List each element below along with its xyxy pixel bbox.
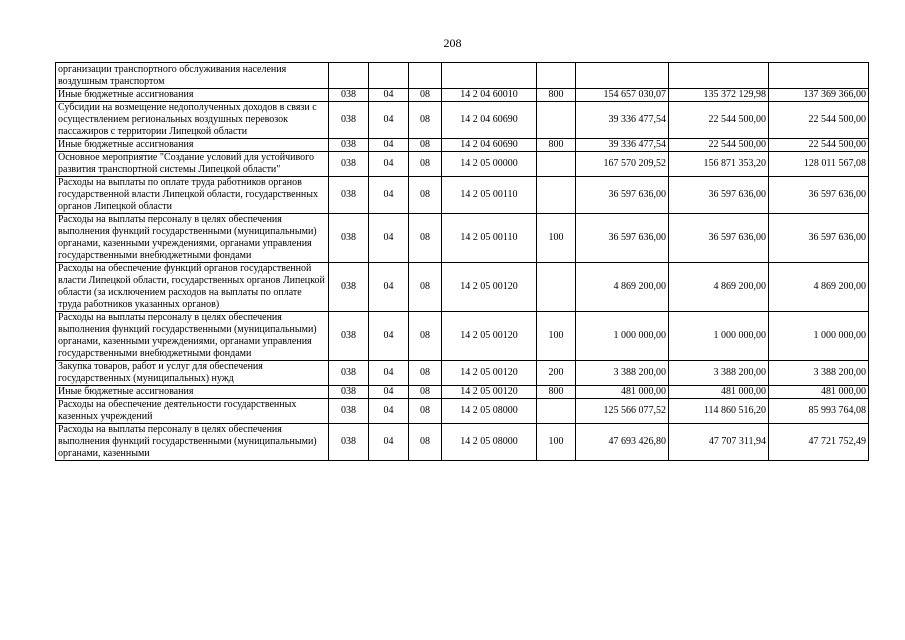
- name-cell: Иные бюджетные ассигнования: [56, 386, 329, 399]
- ministry-code-cell: 038: [329, 139, 369, 152]
- subsection-code-cell: 08: [409, 361, 442, 386]
- table-row: [56, 263, 869, 312]
- amount-year2-cell: 4 869 200,00: [669, 263, 769, 312]
- amount-year1-cell: 39 336 477,54: [576, 139, 669, 152]
- expense-type-cell: 200: [537, 361, 576, 386]
- subsection-code-cell: 08: [409, 424, 442, 461]
- expense-type-cell: 800: [537, 386, 576, 399]
- amount-year3-cell: [769, 63, 869, 89]
- target-article-cell: [442, 63, 537, 89]
- amount-year2-cell: [669, 63, 769, 89]
- table-row: [56, 139, 869, 152]
- ministry-code-cell: 038: [329, 177, 369, 214]
- expense-type-cell: 100: [537, 312, 576, 361]
- expense-type-cell: [537, 399, 576, 424]
- subsection-code-cell: 08: [409, 214, 442, 263]
- amount-year2-cell: 135 372 129,98: [669, 89, 769, 102]
- subsection-code-cell: 08: [409, 177, 442, 214]
- amount-year3-cell: 4 869 200,00: [769, 263, 869, 312]
- amount-year2-cell: 1 000 000,00: [669, 312, 769, 361]
- name-cell: Расходы на выплаты персоналу в целях обеспечения выполнения функций государственными (муниципальными) органами, казенными: [56, 424, 329, 461]
- table-row: [56, 386, 869, 399]
- amount-year1-cell: 125 566 077,52: [576, 399, 669, 424]
- subsection-code-cell: 08: [409, 89, 442, 102]
- section-code-cell: 04: [369, 386, 409, 399]
- table-row: [56, 214, 869, 263]
- subsection-code-cell: 08: [409, 386, 442, 399]
- name-cell: Основное мероприятие "Создание условий для устойчивого развития транспортной системы Липецкой области": [56, 152, 329, 177]
- section-code-cell: 04: [369, 139, 409, 152]
- expense-type-cell: 800: [537, 89, 576, 102]
- amount-year3-cell: 36 597 636,00: [769, 214, 869, 263]
- subsection-code-cell: 08: [409, 102, 442, 139]
- amount-year1-cell: [576, 63, 669, 89]
- table-body: [56, 63, 869, 461]
- section-code-cell: [369, 63, 409, 89]
- table-row: [56, 177, 869, 214]
- subsection-code-cell: 08: [409, 312, 442, 361]
- amount-year3-cell: 85 993 764,08: [769, 399, 869, 424]
- amount-year2-cell: 3 388 200,00: [669, 361, 769, 386]
- amount-year3-cell: 22 544 500,00: [769, 139, 869, 152]
- amount-year1-cell: 3 388 200,00: [576, 361, 669, 386]
- target-article-cell: 14 2 05 00120: [442, 386, 537, 399]
- table-row: [56, 152, 869, 177]
- name-cell: Расходы на выплаты по оплате труда работников органов государственной власти Липецкой области, государственных органов Липецкой области: [56, 177, 329, 214]
- expense-type-cell: 100: [537, 424, 576, 461]
- section-code-cell: 04: [369, 263, 409, 312]
- table-row: [56, 63, 869, 89]
- subsection-code-cell: 08: [409, 263, 442, 312]
- amount-year2-cell: 22 544 500,00: [669, 139, 769, 152]
- ministry-code-cell: 038: [329, 424, 369, 461]
- name-cell: Иные бюджетные ассигнования: [56, 139, 329, 152]
- amount-year1-cell: 481 000,00: [576, 386, 669, 399]
- budget-table: [55, 62, 869, 461]
- page-number: 208: [443, 36, 462, 50]
- amount-year1-cell: 1 000 000,00: [576, 312, 669, 361]
- expense-type-cell: [537, 177, 576, 214]
- name-cell: Расходы на обеспечение деятельности государственных казенных учреждений: [56, 399, 329, 424]
- table-row: [56, 89, 869, 102]
- table-row: [56, 102, 869, 139]
- target-article-cell: 14 2 05 08000: [442, 399, 537, 424]
- amount-year1-cell: 167 570 209,52: [576, 152, 669, 177]
- amount-year2-cell: 36 597 636,00: [669, 177, 769, 214]
- ministry-code-cell: 038: [329, 361, 369, 386]
- section-code-cell: 04: [369, 361, 409, 386]
- expense-type-cell: 100: [537, 214, 576, 263]
- amount-year3-cell: 36 597 636,00: [769, 177, 869, 214]
- amount-year2-cell: 47 707 311,94: [669, 424, 769, 461]
- amount-year2-cell: 481 000,00: [669, 386, 769, 399]
- ministry-code-cell: 038: [329, 399, 369, 424]
- expense-type-cell: [537, 263, 576, 312]
- subsection-code-cell: 08: [409, 139, 442, 152]
- section-code-cell: 04: [369, 399, 409, 424]
- name-cell: Расходы на выплаты персоналу в целях обеспечения выполнения функций государственными (муниципальными) органами, казенными учреждениями, органами управления государственными внебюджетными фондами: [56, 312, 329, 361]
- amount-year3-cell: 3 388 200,00: [769, 361, 869, 386]
- expense-type-cell: [537, 102, 576, 139]
- amount-year3-cell: 481 000,00: [769, 386, 869, 399]
- target-article-cell: 14 2 04 60010: [442, 89, 537, 102]
- target-article-cell: 14 2 04 60690: [442, 102, 537, 139]
- amount-year3-cell: 137 369 366,00: [769, 89, 869, 102]
- name-cell: Расходы на выплаты персоналу в целях обеспечения выполнения функций государственными (муниципальными) органами, казенными учреждениями, органами управления государственными внебюджетными фондами: [56, 214, 329, 263]
- target-article-cell: 14 2 05 00120: [442, 361, 537, 386]
- expense-type-cell: [537, 152, 576, 177]
- name-cell: организации транспортного обслуживания населения воздушным транспортом: [56, 63, 329, 89]
- amount-year1-cell: 154 657 030,07: [576, 89, 669, 102]
- ministry-code-cell: 038: [329, 214, 369, 263]
- expense-type-cell: 800: [537, 139, 576, 152]
- table-row: [56, 424, 869, 461]
- table-row: [56, 399, 869, 424]
- amount-year2-cell: 36 597 636,00: [669, 214, 769, 263]
- target-article-cell: 14 2 05 00110: [442, 214, 537, 263]
- amount-year2-cell: 156 871 353,20: [669, 152, 769, 177]
- target-article-cell: 14 2 05 00000: [442, 152, 537, 177]
- section-code-cell: 04: [369, 89, 409, 102]
- section-code-cell: 04: [369, 102, 409, 139]
- amount-year3-cell: 1 000 000,00: [769, 312, 869, 361]
- amount-year2-cell: 22 544 500,00: [669, 102, 769, 139]
- section-code-cell: 04: [369, 312, 409, 361]
- name-cell: Расходы на обеспечение функций органов государственной власти Липецкой области, государственных органов Липецкой области (за исключением расходов на выплаты по оплате труда работников указанных органов): [56, 263, 329, 312]
- name-cell: Субсидии на возмещение недополученных доходов в связи с осуществлением региональных воздушных перевозок пассажиров с территории Липецкой области: [56, 102, 329, 139]
- ministry-code-cell: 038: [329, 152, 369, 177]
- amount-year1-cell: 36 597 636,00: [576, 214, 669, 263]
- section-code-cell: 04: [369, 214, 409, 263]
- target-article-cell: 14 2 05 00120: [442, 312, 537, 361]
- ministry-code-cell: 038: [329, 102, 369, 139]
- amount-year1-cell: 4 869 200,00: [576, 263, 669, 312]
- subsection-code-cell: [409, 63, 442, 89]
- table-row: [56, 312, 869, 361]
- amount-year1-cell: 36 597 636,00: [576, 177, 669, 214]
- amount-year3-cell: 47 721 752,49: [769, 424, 869, 461]
- ministry-code-cell: 038: [329, 263, 369, 312]
- section-code-cell: 04: [369, 424, 409, 461]
- target-article-cell: 14 2 05 08000: [442, 424, 537, 461]
- table-row: [56, 361, 869, 386]
- subsection-code-cell: 08: [409, 152, 442, 177]
- ministry-code-cell: 038: [329, 312, 369, 361]
- subsection-code-cell: 08: [409, 399, 442, 424]
- amount-year3-cell: 128 011 567,08: [769, 152, 869, 177]
- section-code-cell: 04: [369, 152, 409, 177]
- section-code-cell: 04: [369, 177, 409, 214]
- expense-type-cell: [537, 63, 576, 89]
- amount-year1-cell: 47 693 426,80: [576, 424, 669, 461]
- target-article-cell: 14 2 05 00120: [442, 263, 537, 312]
- ministry-code-cell: [329, 63, 369, 89]
- amount-year1-cell: 39 336 477,54: [576, 102, 669, 139]
- name-cell: Закупка товаров, работ и услуг для обеспечения государственных (муниципальных) нужд: [56, 361, 329, 386]
- amount-year2-cell: 114 860 516,20: [669, 399, 769, 424]
- target-article-cell: 14 2 04 60690: [442, 139, 537, 152]
- ministry-code-cell: 038: [329, 386, 369, 399]
- name-cell: Иные бюджетные ассигнования: [56, 89, 329, 102]
- target-article-cell: 14 2 05 00110: [442, 177, 537, 214]
- ministry-code-cell: 038: [329, 89, 369, 102]
- amount-year3-cell: 22 544 500,00: [769, 102, 869, 139]
